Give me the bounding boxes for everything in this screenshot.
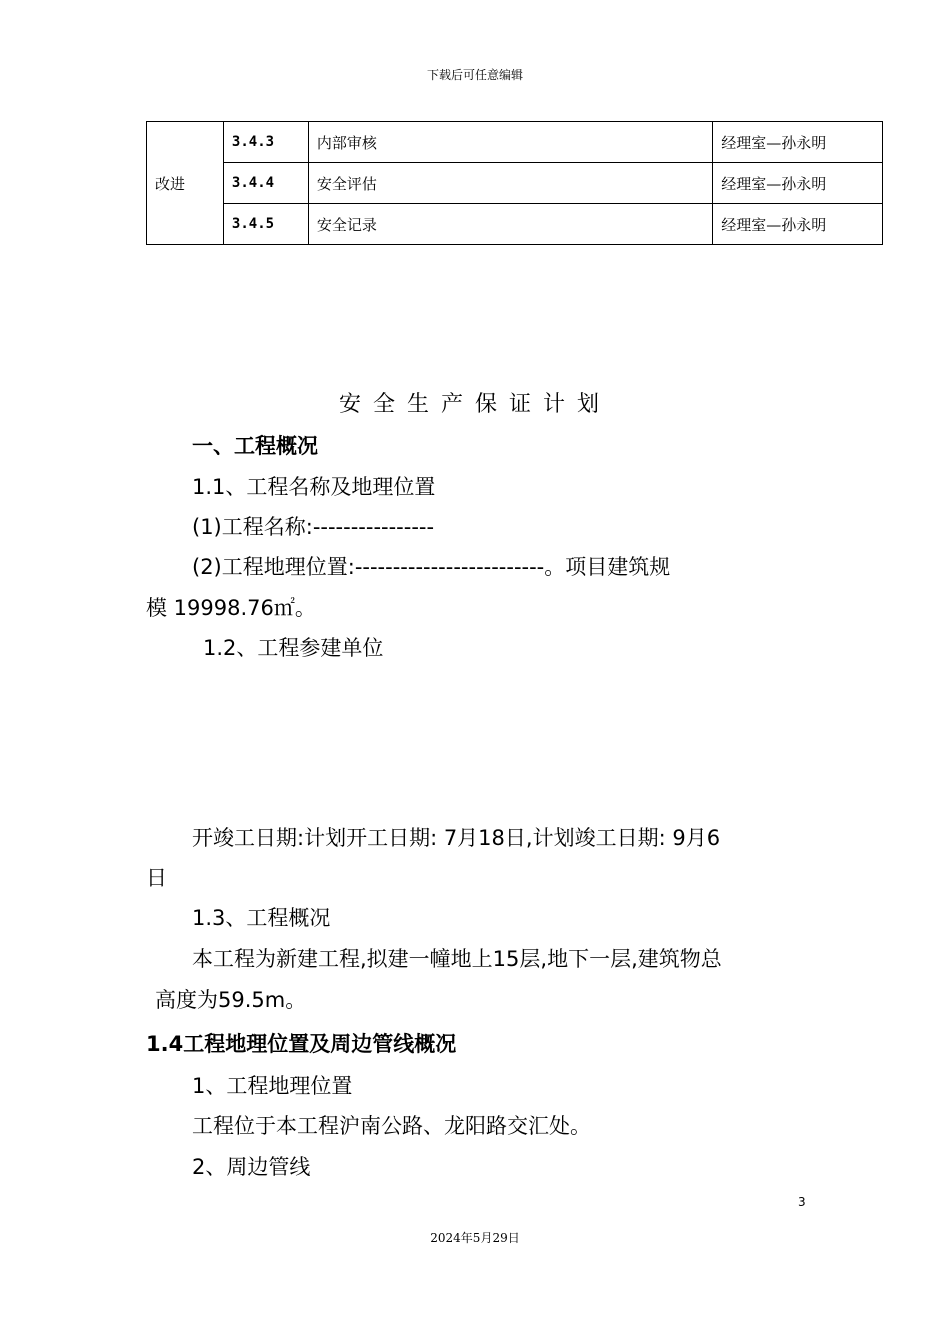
owner-cell: 经理室—孙永明: [713, 204, 883, 245]
item-cell: 安全评估: [308, 163, 712, 204]
project-location-line: (2)工程地理位置:-------------------------。项目建筑规: [192, 555, 671, 579]
location-text: 工程位于本工程沪南公路、龙阳路交汇处。: [192, 1114, 591, 1138]
owner-cell: 经理室—孙永明: [713, 163, 883, 204]
page-number: 3: [798, 1195, 806, 1209]
table-row: [147, 122, 883, 163]
table-row: [147, 204, 883, 245]
subsection-heading-name-location: 1.1、工程名称及地理位置: [192, 475, 436, 499]
category-cell: 改进: [147, 122, 224, 245]
page-footer-date: 2024年5月29日: [430, 1231, 520, 1245]
subsection-heading-summary: 1.3、工程概况: [192, 906, 331, 930]
table-row: [147, 163, 883, 204]
project-scale-line: 模 19998.76㎡。: [146, 596, 316, 620]
schedule-line: 开竣工日期:计划开工日期: 7月18日,计划竣工日期: 9月6: [192, 826, 721, 850]
summary-line-continued: 高度为59.5m。: [155, 988, 307, 1012]
subsection-heading-units: 1.2、工程参建单位: [203, 636, 384, 660]
schedule-line-continued: 日: [146, 866, 167, 890]
subheading-location: 1、工程地理位置: [192, 1074, 353, 1098]
page-header: 下载后可任意编辑: [426, 68, 523, 82]
item-cell: 安全记录: [308, 204, 712, 245]
owner-cell: 经理室—孙永明: [713, 122, 883, 163]
section-heading-overview: 一、工程概况: [192, 434, 318, 458]
project-name-line: (1)工程名称:----------------: [192, 515, 435, 539]
code-cell: 3.4.4: [223, 163, 308, 204]
item-cell: 内部审核: [308, 122, 712, 163]
code-cell: 3.4.5: [223, 204, 308, 245]
summary-line: 本工程为新建工程,拟建一幢地上15层,地下一层,建筑物总: [192, 947, 722, 971]
document-title: 安全生产保证计划: [338, 392, 611, 417]
plan-table: [146, 121, 883, 245]
code-cell: 3.4.3: [223, 122, 308, 163]
subheading-pipelines: 2、周边管线: [192, 1155, 311, 1179]
section-heading-location-pipelines: 1.4工程地理位置及周边管线概况: [146, 1032, 457, 1056]
